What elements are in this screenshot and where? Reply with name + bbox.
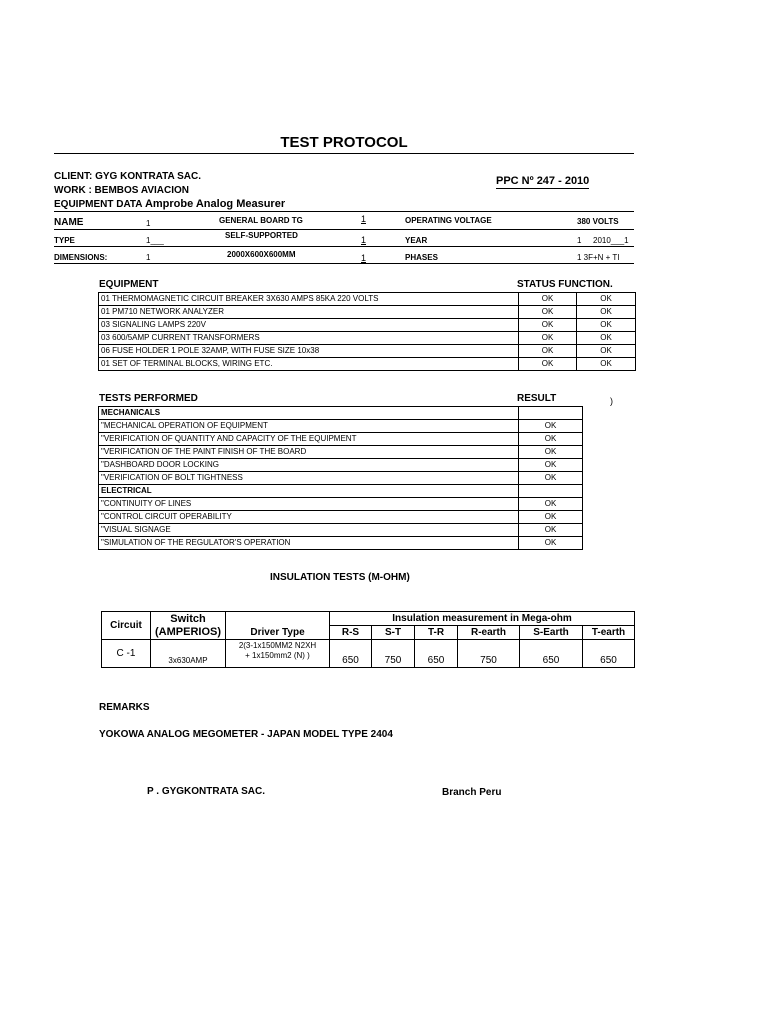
type-value: 1___ — [146, 236, 164, 245]
equipment-function: OK — [577, 319, 636, 332]
voltage-value: 380 VOLTS — [577, 217, 619, 226]
equipment-desc: 03 SIGNALING LAMPS 220V — [99, 319, 519, 332]
table-row — [99, 332, 636, 345]
dim-label: DIMENSIONS: — [54, 253, 108, 262]
circuit-header: Circuit — [102, 612, 151, 640]
phases-label: PHASES — [405, 253, 438, 262]
dim-qty: 1 — [361, 253, 367, 263]
measure-col-header: R-earth — [458, 626, 520, 640]
test-desc: "VERIFICATION OF BOLT TIGHTNESS — [99, 472, 519, 485]
mount-qty: 1 — [361, 235, 367, 245]
test-result: OK — [519, 524, 583, 537]
ppc-number: PPC Nº 247 - 2010 — [496, 175, 590, 187]
test-result: OK — [519, 472, 583, 485]
remarks-title: REMARKS — [99, 702, 150, 713]
equipment-desc: 01 THERMOMAGNETIC CIRCUIT BREAKER 3X630 AMPS 85KA 220 VOLTS — [99, 293, 519, 306]
test-result: OK — [519, 433, 583, 446]
table-row — [99, 319, 636, 332]
test-result: OK — [519, 459, 583, 472]
measure-col-header: T-earth — [583, 626, 635, 640]
spec-rule-2 — [54, 246, 634, 247]
driver-value: 2(3-1x150MM2 N2XH + 1x150mm2 (N) ) — [226, 640, 330, 668]
insulation-title: INSULATION TESTS (M-OHM) — [270, 572, 410, 583]
equipment-data-label: EQUIPMENT DATA — [54, 199, 143, 210]
spec-rule-top — [54, 211, 634, 212]
switch-header: Switch (AMPERIOS) — [151, 612, 226, 640]
equipment-function: OK — [577, 345, 636, 358]
footer-branch: Branch Peru — [442, 787, 502, 798]
equipment-status: OK — [519, 306, 577, 319]
status-function-title: STATUS FUNCTION. — [517, 279, 613, 290]
equipment-function: OK — [577, 332, 636, 345]
equipment-status: OK — [519, 358, 577, 371]
test-desc: "VISUAL SIGNAGE — [99, 524, 519, 537]
equipment-status: OK — [519, 345, 577, 358]
table-row — [99, 524, 583, 537]
measure-col-header: T-R — [415, 626, 458, 640]
driver-type-header: Driver Type — [226, 612, 330, 640]
footer-company: P . GYGKONTRATA SAC. — [147, 786, 265, 797]
dim-value: 1 — [146, 253, 151, 262]
dim-size: 2000X600X600MM — [227, 250, 296, 259]
test-result: OK — [519, 511, 583, 524]
equipment-table — [98, 292, 636, 371]
result-title: RESULT — [517, 393, 557, 404]
spec-rule-bottom — [54, 263, 634, 264]
name-label: NAME — [54, 217, 84, 228]
year-value-a: 1 — [577, 236, 582, 245]
test-result: OK — [519, 446, 583, 459]
table-row — [99, 498, 583, 511]
measure-value: 750 — [372, 640, 415, 668]
board-label: GENERAL BOARD TG — [219, 216, 303, 225]
work-line: WORK : BEMBOS AVIACION — [54, 185, 189, 196]
test-desc: "VERIFICATION OF THE PAINT FINISH OF THE BOARD — [99, 446, 519, 459]
equipment-function: OK — [577, 358, 636, 371]
test-result — [519, 485, 583, 498]
table-row — [99, 472, 583, 485]
tests-table — [98, 406, 583, 550]
test-result: OK — [519, 537, 583, 550]
measure-col-header: S-Earth — [520, 626, 583, 640]
measure-value: 650 — [330, 640, 372, 668]
measure-value: 650 — [520, 640, 583, 668]
result-paren: ) — [610, 396, 613, 406]
name-value: 1 — [146, 219, 151, 228]
title-rule — [54, 153, 634, 154]
table-row — [99, 446, 583, 459]
test-desc: "MECHANICAL OPERATION OF EQUIPMENT — [99, 420, 519, 433]
equipment-data-line — [54, 198, 285, 210]
test-desc: ELECTRICAL — [99, 485, 519, 498]
circuit-value: C -1 — [102, 640, 151, 668]
table-row — [99, 358, 636, 371]
table-row — [99, 345, 636, 358]
test-desc: "VERIFICATION OF QUANTITY AND CAPACITY OF THE EQUIPMENT — [99, 433, 519, 446]
test-desc: "CONTROL CIRCUIT OPERABILITY — [99, 511, 519, 524]
test-desc: "CONTINUITY OF LINES — [99, 498, 519, 511]
test-desc: MECHANICALS — [99, 407, 519, 420]
table-row — [99, 459, 583, 472]
page-title: TEST PROTOCOL — [280, 134, 408, 151]
table-row — [99, 407, 583, 420]
table-row — [99, 306, 636, 319]
year-value-b: 2010___1 — [593, 236, 629, 245]
table-row — [99, 293, 636, 306]
phases-value: 1 3F+N + TI — [577, 253, 620, 262]
equipment-desc: 01 PM710 NETWORK ANALYZER — [99, 306, 519, 319]
mount-label: SELF-SUPPORTED — [225, 231, 298, 240]
switch-value: 3x630AMP — [151, 640, 226, 668]
equipment-function: OK — [577, 306, 636, 319]
client-line: CLIENT: GYG KONTRATA SAC. — [54, 171, 202, 182]
table-row — [99, 420, 583, 433]
measure-col-header: S-T — [372, 626, 415, 640]
equipment-status: OK — [519, 332, 577, 345]
measure-col-header: R-S — [330, 626, 372, 640]
test-desc: "DASHBOARD DOOR LOCKING — [99, 459, 519, 472]
equipment-desc: 03 600/5AMP CURRENT TRANSFORMERS — [99, 332, 519, 345]
equipment-function: OK — [577, 293, 636, 306]
measure-value: 650 — [415, 640, 458, 668]
equipment-status: OK — [519, 293, 577, 306]
equipment-desc: 01 SET OF TERMINAL BLOCKS, WIRING ETC. — [99, 358, 519, 371]
type-label: TYPE — [54, 236, 75, 245]
test-result — [519, 407, 583, 420]
measure-value: 650 — [583, 640, 635, 668]
equipment-title: EQUIPMENT — [99, 279, 159, 290]
equipment-desc: 06 FUSE HOLDER 1 POLE 32AMP, WITH FUSE SIZE 10x38 — [99, 345, 519, 358]
insulation-measure-header: Insulation measurement in Mega-ohm — [330, 612, 635, 626]
equipment-status: OK — [519, 319, 577, 332]
tests-title: TESTS PERFORMED — [99, 393, 198, 404]
insulation-table — [101, 611, 635, 668]
remarks-text: YOKOWA ANALOG MEGOMETER - JAPAN MODEL TYPE 2404 — [99, 729, 393, 740]
equipment-data-value: Amprobe Analog Measurer — [144, 198, 286, 210]
table-row — [99, 537, 583, 550]
year-label: YEAR — [405, 236, 428, 245]
voltage-label: OPERATING VOLTAGE — [405, 216, 492, 225]
table-row — [99, 485, 583, 498]
measure-value: 750 — [458, 640, 520, 668]
table-row — [99, 433, 583, 446]
test-desc: "SIMULATION OF THE REGULATOR'S OPERATION — [99, 537, 519, 550]
spec-rule-1 — [54, 229, 634, 230]
test-result: OK — [519, 420, 583, 433]
board-qty: 1 — [361, 214, 367, 224]
table-row — [99, 511, 583, 524]
test-result: OK — [519, 498, 583, 511]
